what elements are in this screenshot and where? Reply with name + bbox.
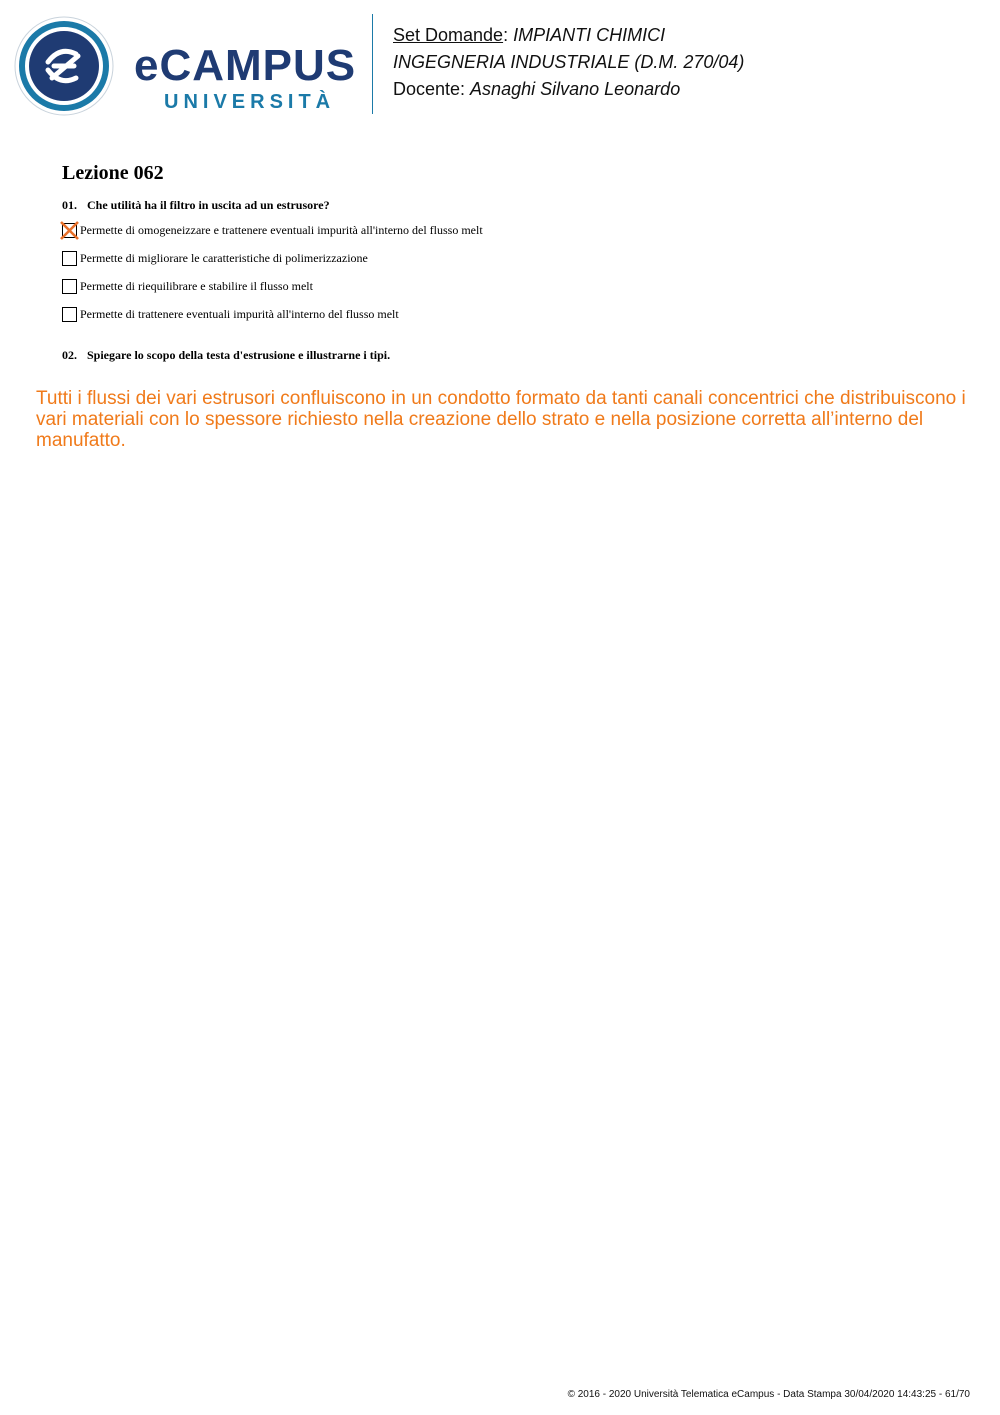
teacher-line: [393, 76, 744, 103]
option-checkbox[interactable]: [62, 251, 77, 266]
logo-wordmark: eCAMPUS: [134, 41, 357, 90]
answer-text: Tutti i flussi dei vari estrusori confluiscono in un condotto formato da tanti canali concentrici che distribuiscono i vari materiali con lo spessore richiesto nella creazione dello strato e nella posizione corretta all’interno del manufatto.: [36, 388, 966, 451]
question-number: 02.: [62, 348, 77, 362]
option-text: Permette di trattenere eventuali impurità all'interno del flusso melt: [80, 307, 399, 321]
teacher-name: Asnaghi Silvano Leonardo: [470, 79, 681, 99]
lesson-title: Lezione 062: [62, 162, 164, 184]
logo-subtitle: UNIVERSITÀ: [164, 91, 336, 113]
page-footer: © 2016 - 2020 Università Telematica eCampus - Data Stampa 30/04/2020 14:43:25 - 61/70: [567, 1389, 970, 1400]
question-text: Spiegare lo scopo della testa d'estrusione e illustrarne i tipi.: [87, 348, 391, 362]
set-line: [393, 22, 744, 49]
option-checkbox[interactable]: [62, 307, 77, 322]
set-colon: :: [503, 25, 514, 45]
check-x-icon: [59, 220, 80, 241]
option-text: Permette di riequilibrare e stabilire il flusso melt: [80, 279, 313, 293]
degree-name: INGEGNERIA INDUSTRIALE (D.M. 270/04): [393, 52, 745, 72]
question-1: [62, 198, 330, 213]
question-number: 01.: [62, 198, 77, 212]
option-text: Permette di omogeneizzare e trattenere eventuali impurità all'interno del flusso melt: [80, 223, 483, 237]
header-divider: [372, 14, 373, 114]
option-text: Permette di migliorare le caratteristiche di polimerizzazione: [80, 251, 368, 265]
course-name: IMPIANTI CHIMICI: [513, 25, 666, 45]
ecampus-seal-logo-icon: [14, 16, 114, 116]
teacher-label: Docente:: [393, 79, 471, 99]
question-2: [62, 348, 390, 363]
question-text: Che utilità ha il filtro in uscita ad un estrusore?: [87, 198, 330, 212]
set-label: Set Domande: [393, 25, 504, 45]
option-checkbox-checked[interactable]: [62, 223, 77, 238]
ecampus-logo: [14, 16, 357, 116]
header-info: [393, 22, 744, 103]
option-checkbox[interactable]: [62, 279, 77, 294]
